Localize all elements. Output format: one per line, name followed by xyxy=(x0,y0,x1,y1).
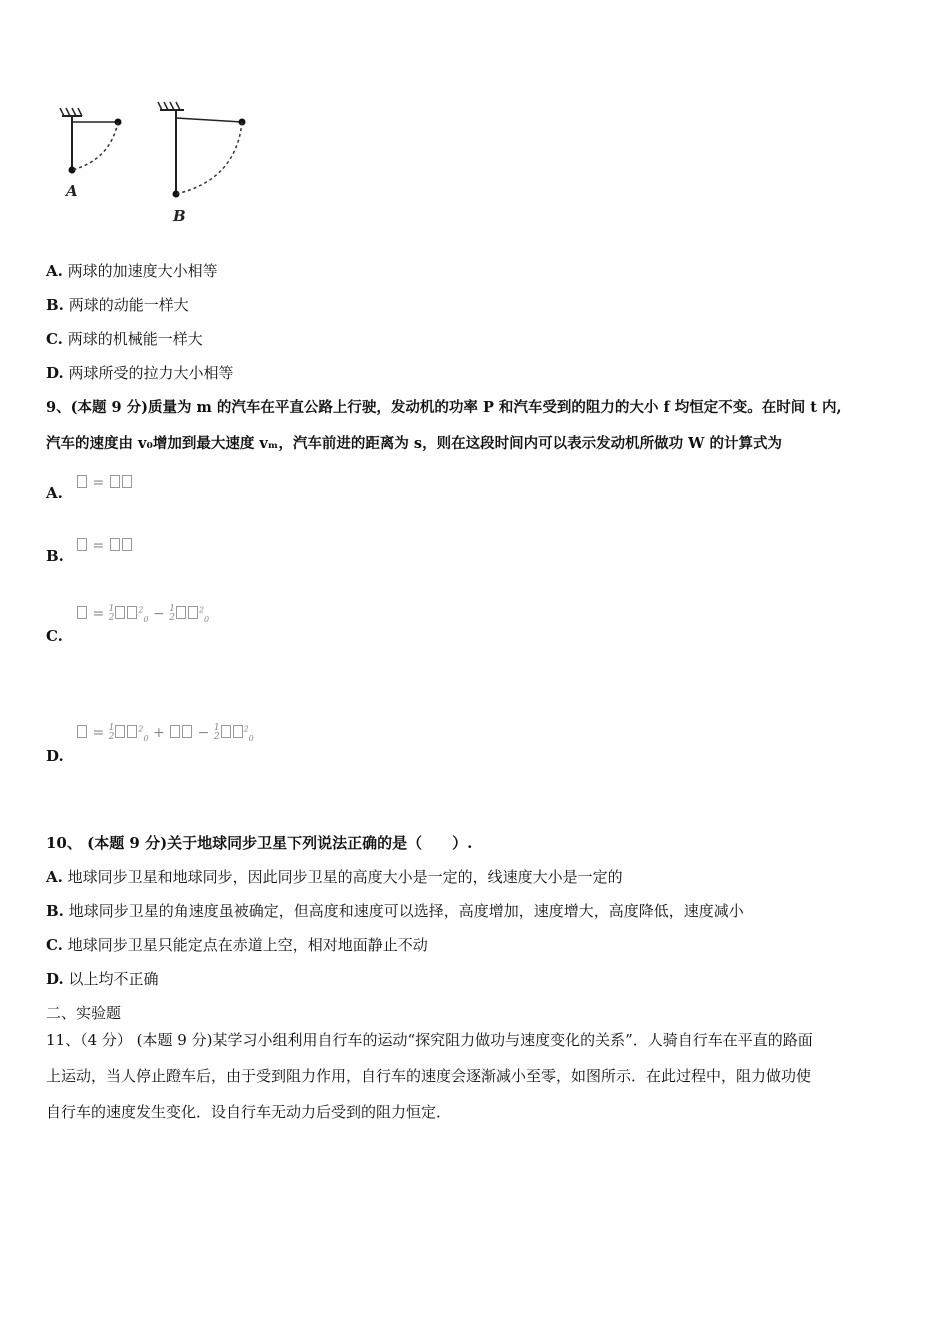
label-a: A xyxy=(66,182,78,200)
q9-stem-line1: 9、(本题 9 分)质量为 m 的汽车在平直公路上行驶，发动机的功率 P 和汽车受到的阻力的大小 f 均恒定不变。在时间 t 内, xyxy=(46,399,842,416)
q9-stem-line2: 汽车的速度由 v₀增加到最大速度 vₘ，汽车前进的距离为 s，则在这段时间内可以表示发动机所做功 W 的计算式为 xyxy=(46,435,782,452)
q9-option-b-formula: = xyxy=(76,538,133,554)
q11-line2: 上运动，当人停止蹬车后，由于受到阻力作用，自行车的速度会逐渐减小至零，如图所示．在此过程中，阻力做功使 xyxy=(46,1067,812,1085)
q9-option-b-letter: B. xyxy=(46,547,64,565)
q11-line1: 11、（4 分） (本题 9 分)某学习小组利用自行车的运动“探究阻力做功与速度变化的关系”．人骑自行车在平直的路面 xyxy=(46,1031,813,1049)
label-b: B xyxy=(173,207,186,225)
q9-option-c-letter: C. xyxy=(46,627,63,645)
pendulum-b xyxy=(158,102,246,225)
q10-option-b: B. 地球同步卫星的角速度虽被确定，但高度和速度可以选择，高度增加，速度增大，高度降低，速度减小 xyxy=(46,902,744,920)
section-title-experiment: 二、实验题 xyxy=(46,1004,122,1022)
q9-option-d-formula: = 1 $2^2_0$ + − 1 $2^2_0$ xyxy=(76,724,254,743)
q9-option-d-letter: D. xyxy=(46,747,64,765)
pendulum-a xyxy=(60,108,122,200)
pendulum-figure xyxy=(50,98,310,228)
q10-option-c: C. 地球同步卫星只能定点在赤道上空，相对地面静止不动 xyxy=(46,936,428,954)
q10-stem: 10、 (本题 9 分)关于地球同步卫星下列说法正确的是（ ）. xyxy=(46,834,473,852)
q9-option-a-letter: A. xyxy=(46,484,63,502)
q9-option-c-formula: = 1 $2^2_0 - 1$ $2^2_0$ xyxy=(76,605,209,624)
q8-option-c: C. 两球的机械能一样大 xyxy=(46,330,203,348)
q8-option-d: D. 两球所受的拉力大小相等 xyxy=(46,364,234,382)
q10-option-d: D. 以上均不正确 xyxy=(46,970,159,988)
q9-option-a-formula: = xyxy=(76,475,133,491)
q8-option-b: B. 两球的动能一样大 xyxy=(46,296,189,314)
q11-line3: 自行车的速度发生变化．设自行车无动力后受到的阻力恒定． xyxy=(46,1103,452,1121)
q10-option-a: A. 地球同步卫星和地球同步，因此同步卫星的高度大小是一定的，线速度大小是一定的 xyxy=(46,868,623,886)
q8-option-a: A. 两球的加速度大小相等 xyxy=(46,262,218,280)
